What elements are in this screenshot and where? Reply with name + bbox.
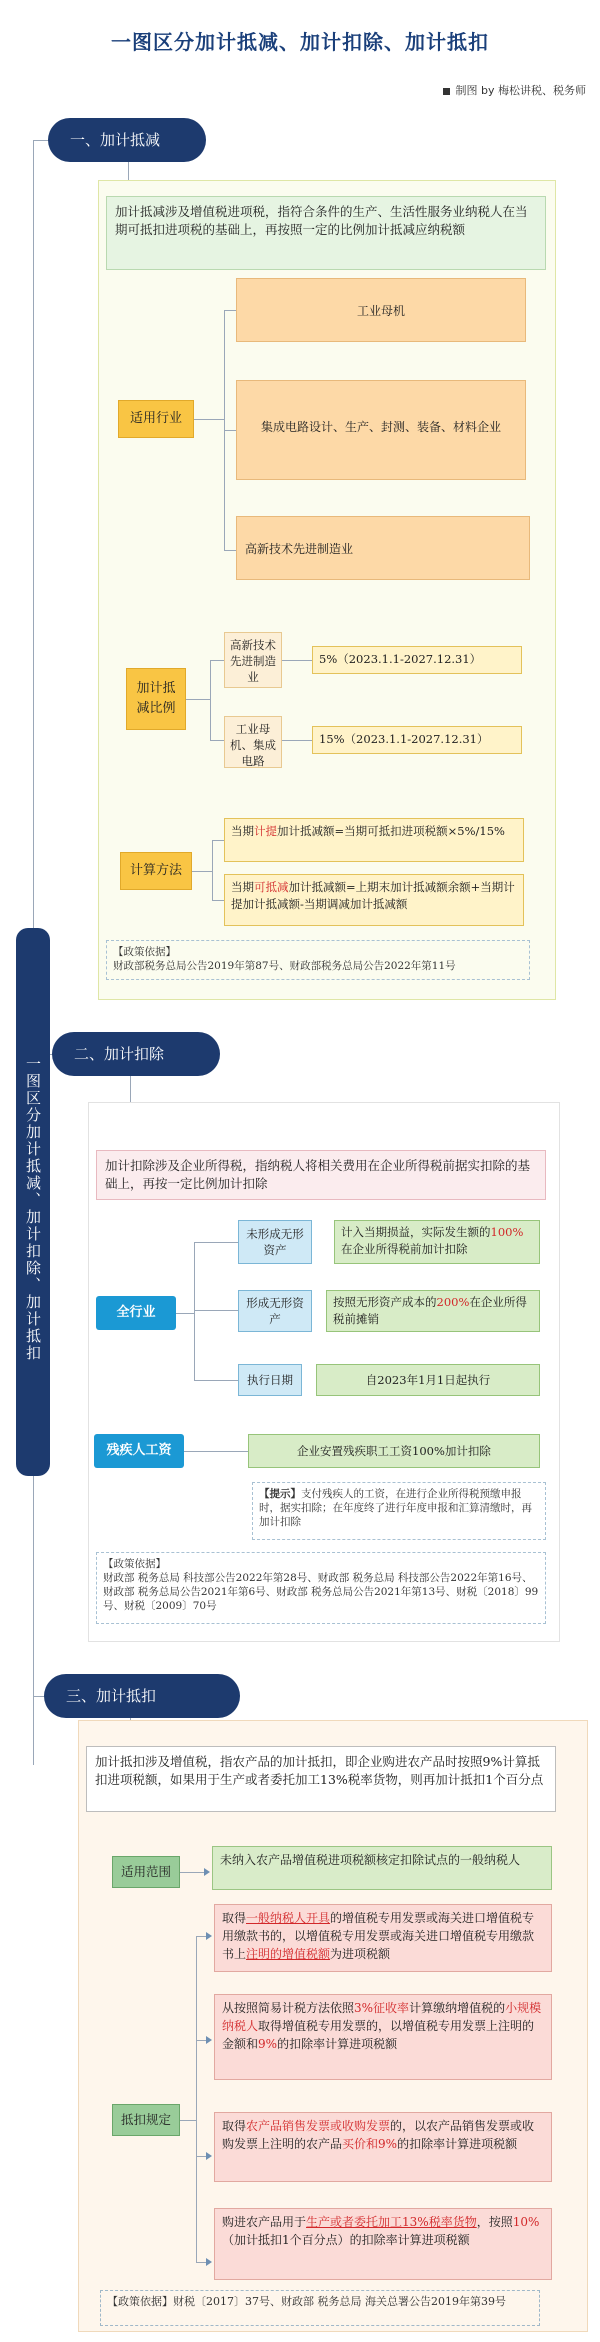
rule4-c: （加计抵扣1个百分点）的扣除率计算进项税额 [222,2233,470,2247]
row1-text [334,1220,540,1264]
square-bullet-icon [443,88,450,95]
industry-item-1: 工业母机 [236,278,526,342]
rule4-b: ，按照 [476,2215,513,2229]
row3-text: 自2023年1月1日起执行 [316,1364,540,1396]
method-branch-1 [212,840,224,841]
all-branch-3 [194,1380,238,1381]
section1-basis [106,940,530,980]
rule1-red1: 一般纳税人开具 [246,1911,331,1925]
rule-arrow-1-icon [206,1932,212,1940]
ratio-tag-line [186,699,210,700]
ratio-trunk [210,660,211,740]
tip-title: 【提示】 [259,1488,301,1500]
row2-text [326,1290,540,1332]
rule3-red1: 农产品销售发票或收购发票 [246,2119,391,2133]
rule1-b: 的增值税专用发票或海关进口增值税专用缴款书的，以增值税专用发票或海关进口增值税专用缴款书上 [222,1911,535,1961]
ratio-arrow-2 [282,740,312,741]
rule-3 [214,2112,552,2182]
industry-tag: 适用行业 [118,400,194,438]
method-trunk [212,840,213,900]
credit-text: 制图 by 梅松讲税、税务师 [455,84,586,97]
industry-item-3: 高新技术先进制造业 [236,516,530,580]
scope-text: 未纳入农产品增值税进项税额核定扣除试点的一般纳税人 [212,1846,552,1890]
section3-header: 三、加计抵扣 [44,1674,240,1718]
section2-intro: 加计扣除涉及企业所得税，指纳税人将相关费用在企业所得税前据实扣除的基础上，再按一定比例加计扣除 [96,1150,546,1200]
row1-highlight: 100% [490,1225,524,1239]
rule4-a: 购进农产品用于 [222,2215,307,2229]
credit [443,82,587,98]
industry-branch-1 [224,310,236,311]
scope-arrow-icon [204,1868,210,1876]
method-tag: 计算方法 [120,852,192,890]
method1-prefix: 当期 [231,824,254,838]
method1-rest: 加计抵减额=当期可抵扣进项税额×5%/15% [277,824,505,838]
section3-basis-text: 财税〔2017〕37号、财政部 税务总局 海关总署公告2019年第39号 [173,2295,506,2308]
rule4-red1: 生产或者委托加工13%税率货物 [306,2215,477,2229]
rule-arrow-4-icon [206,2258,212,2266]
ratio-tag: 加计抵减比例 [126,668,186,730]
method-formula-2 [224,874,524,926]
section2-header: 二、加计扣除 [52,1032,220,1076]
row1-rest: 在企业所得税前加计扣除 [341,1242,468,1256]
method-branch-2 [212,900,224,901]
rule-arrow-2-icon [206,2036,212,2044]
rule1-c: 为进项税额 [330,1947,391,1961]
ratio-rate-2: 15%（2023.1.1-2027.12.31） [312,726,522,754]
ratio-who-1: 高新技术先进制造业 [224,632,282,688]
ratio-branch-1 [210,660,224,661]
scope-line [180,1872,204,1873]
rule-4 [214,2208,552,2280]
rule2-red3: 9% [258,2037,278,2051]
ratio-who-2: 工业母机、集成电路 [224,716,282,768]
rule-arrow-3-icon [206,2152,212,2160]
all-branch-1 [194,1242,238,1243]
row2-highlight: 200% [436,1295,470,1309]
section1-connector [128,162,129,180]
rule3-c: 的扣除率计算进项税额 [397,2137,518,2151]
rule1-a: 取得 [222,1911,247,1925]
industry-branch-2 [224,430,236,431]
side-label: 一图区分加计抵减、加计扣除、加计抵扣 [16,928,50,1476]
method2-rest: 加计抵减额=上期末加计抵减额余额+当期计提加计抵减额-当期调减加计抵减额 [231,880,515,911]
page-title: 一图区分加计抵减、加计扣除、加计抵扣 [111,30,489,54]
rule2-c: 取得增值税专用发票的，以增值税专用发票上注明的金额和 [222,2019,535,2051]
rule-1 [214,1904,552,1972]
all-industry-tag: 全行业 [96,1296,176,1330]
section3-basis-title: 【政策依据】 [107,2295,173,2308]
row2-prefix: 按照无形资产成本的 [333,1295,437,1309]
disabled-wage-text: 企业安置残疾职工工资100%加计扣除 [248,1434,540,1468]
method2-prefix: 当期 [231,880,254,894]
rule2-a: 从按照简易计税方法依照 [222,2001,355,2015]
disabled-wage-tag: 残疾人工资 [94,1434,184,1468]
row3-label: 执行日期 [238,1364,302,1396]
row2-rest: 在企业所得税前摊销 [333,1295,527,1326]
disabled-wage-line [184,1451,248,1452]
disabled-tip [252,1482,546,1540]
rule2-red1: 3%征收率 [354,2001,410,2015]
rule3-b: 的，以农产品销售发票或收购发票上注明的农产品 [222,2119,535,2151]
section2-basis-text: 财政部 税务总局 科技部公告2022年第28号、财政部 税务总局 科技部公告2022年第16号、财政部 税务总局公告2021年第6号、财政部 税务总局公告2021年第13号、财税〔2018〕99号、财税〔2009〕70号 [103,1572,539,1612]
section3-basis [100,2290,540,2326]
method-tag-line [192,871,212,872]
all-industry-line [176,1313,194,1314]
section2-basis-title: 【政策依据】 [103,1558,166,1570]
tip-text: 支付残疾人的工资，在进行企业所得税预缴申报时，据实扣除；在年度终了进行年度申报和汇算清缴时，再加计扣除 [259,1488,532,1528]
section1-basis-title: 【政策依据】 [113,946,176,958]
row2-label: 形成无形资产 [238,1290,312,1332]
section1-basis-text: 财政部税务总局公告2019年第87号、财政部税务总局公告2022年第11号 [113,960,456,972]
industry-item-2: 集成电路设计、生产、封测、装备、材料企业 [236,380,526,480]
section3-intro: 加计抵扣涉及增值税，指农产品的加计抵扣，即企业购进农产品时按照9%计算抵扣进项税额，如果用于生产或者委托加工13%税率货物，则再加计抵扣1个百分点 [86,1746,556,1812]
all-industry-trunk [194,1242,195,1380]
rule-2 [214,1994,552,2080]
ratio-branch-2 [210,740,224,741]
scope-tag: 适用范围 [112,1856,180,1888]
rule1-red2: 注明的增值税额 [246,1947,331,1961]
rule2-b: 计算缴纳增值税的 [409,2001,506,2015]
row1-label: 未形成无形资产 [238,1220,312,1264]
method-formula-1 [224,818,524,862]
row1-prefix: 计入当期损益，实际发生额的 [341,1225,491,1239]
method2-highlight: 可抵减 [254,880,289,894]
rule-tag: 抵扣规定 [112,2104,180,2136]
industry-tag-line [194,419,224,420]
ratio-arrow-1 [282,660,312,661]
rule-tag-line [180,2120,196,2121]
rule4-red2: 10% [512,2215,540,2229]
rule2-red2: 小规模纳税人 [222,2001,542,2033]
all-branch-2 [194,1310,238,1311]
method1-highlight: 计提 [254,824,277,838]
rule3-red2: 买价和9% [342,2137,398,2151]
section2-basis [96,1552,546,1624]
rule2-d: 的扣除率计算进项税额 [277,2037,398,2051]
rule-trunk [196,1936,197,2262]
ratio-rate-1: 5%（2023.1.1-2027.12.31） [312,646,522,674]
section1-header: 一、加计抵减 [48,118,206,162]
industry-branch-3 [224,550,236,551]
rule3-a: 取得 [222,2119,247,2133]
section1-intro: 加计抵减涉及增值税进项税，指符合条件的生产、生活性服务业纳税人在当期可抵扣进项税的基础上，再按照一定的比例加计抵减应纳税额 [106,196,546,270]
section2-connector [130,1076,131,1102]
